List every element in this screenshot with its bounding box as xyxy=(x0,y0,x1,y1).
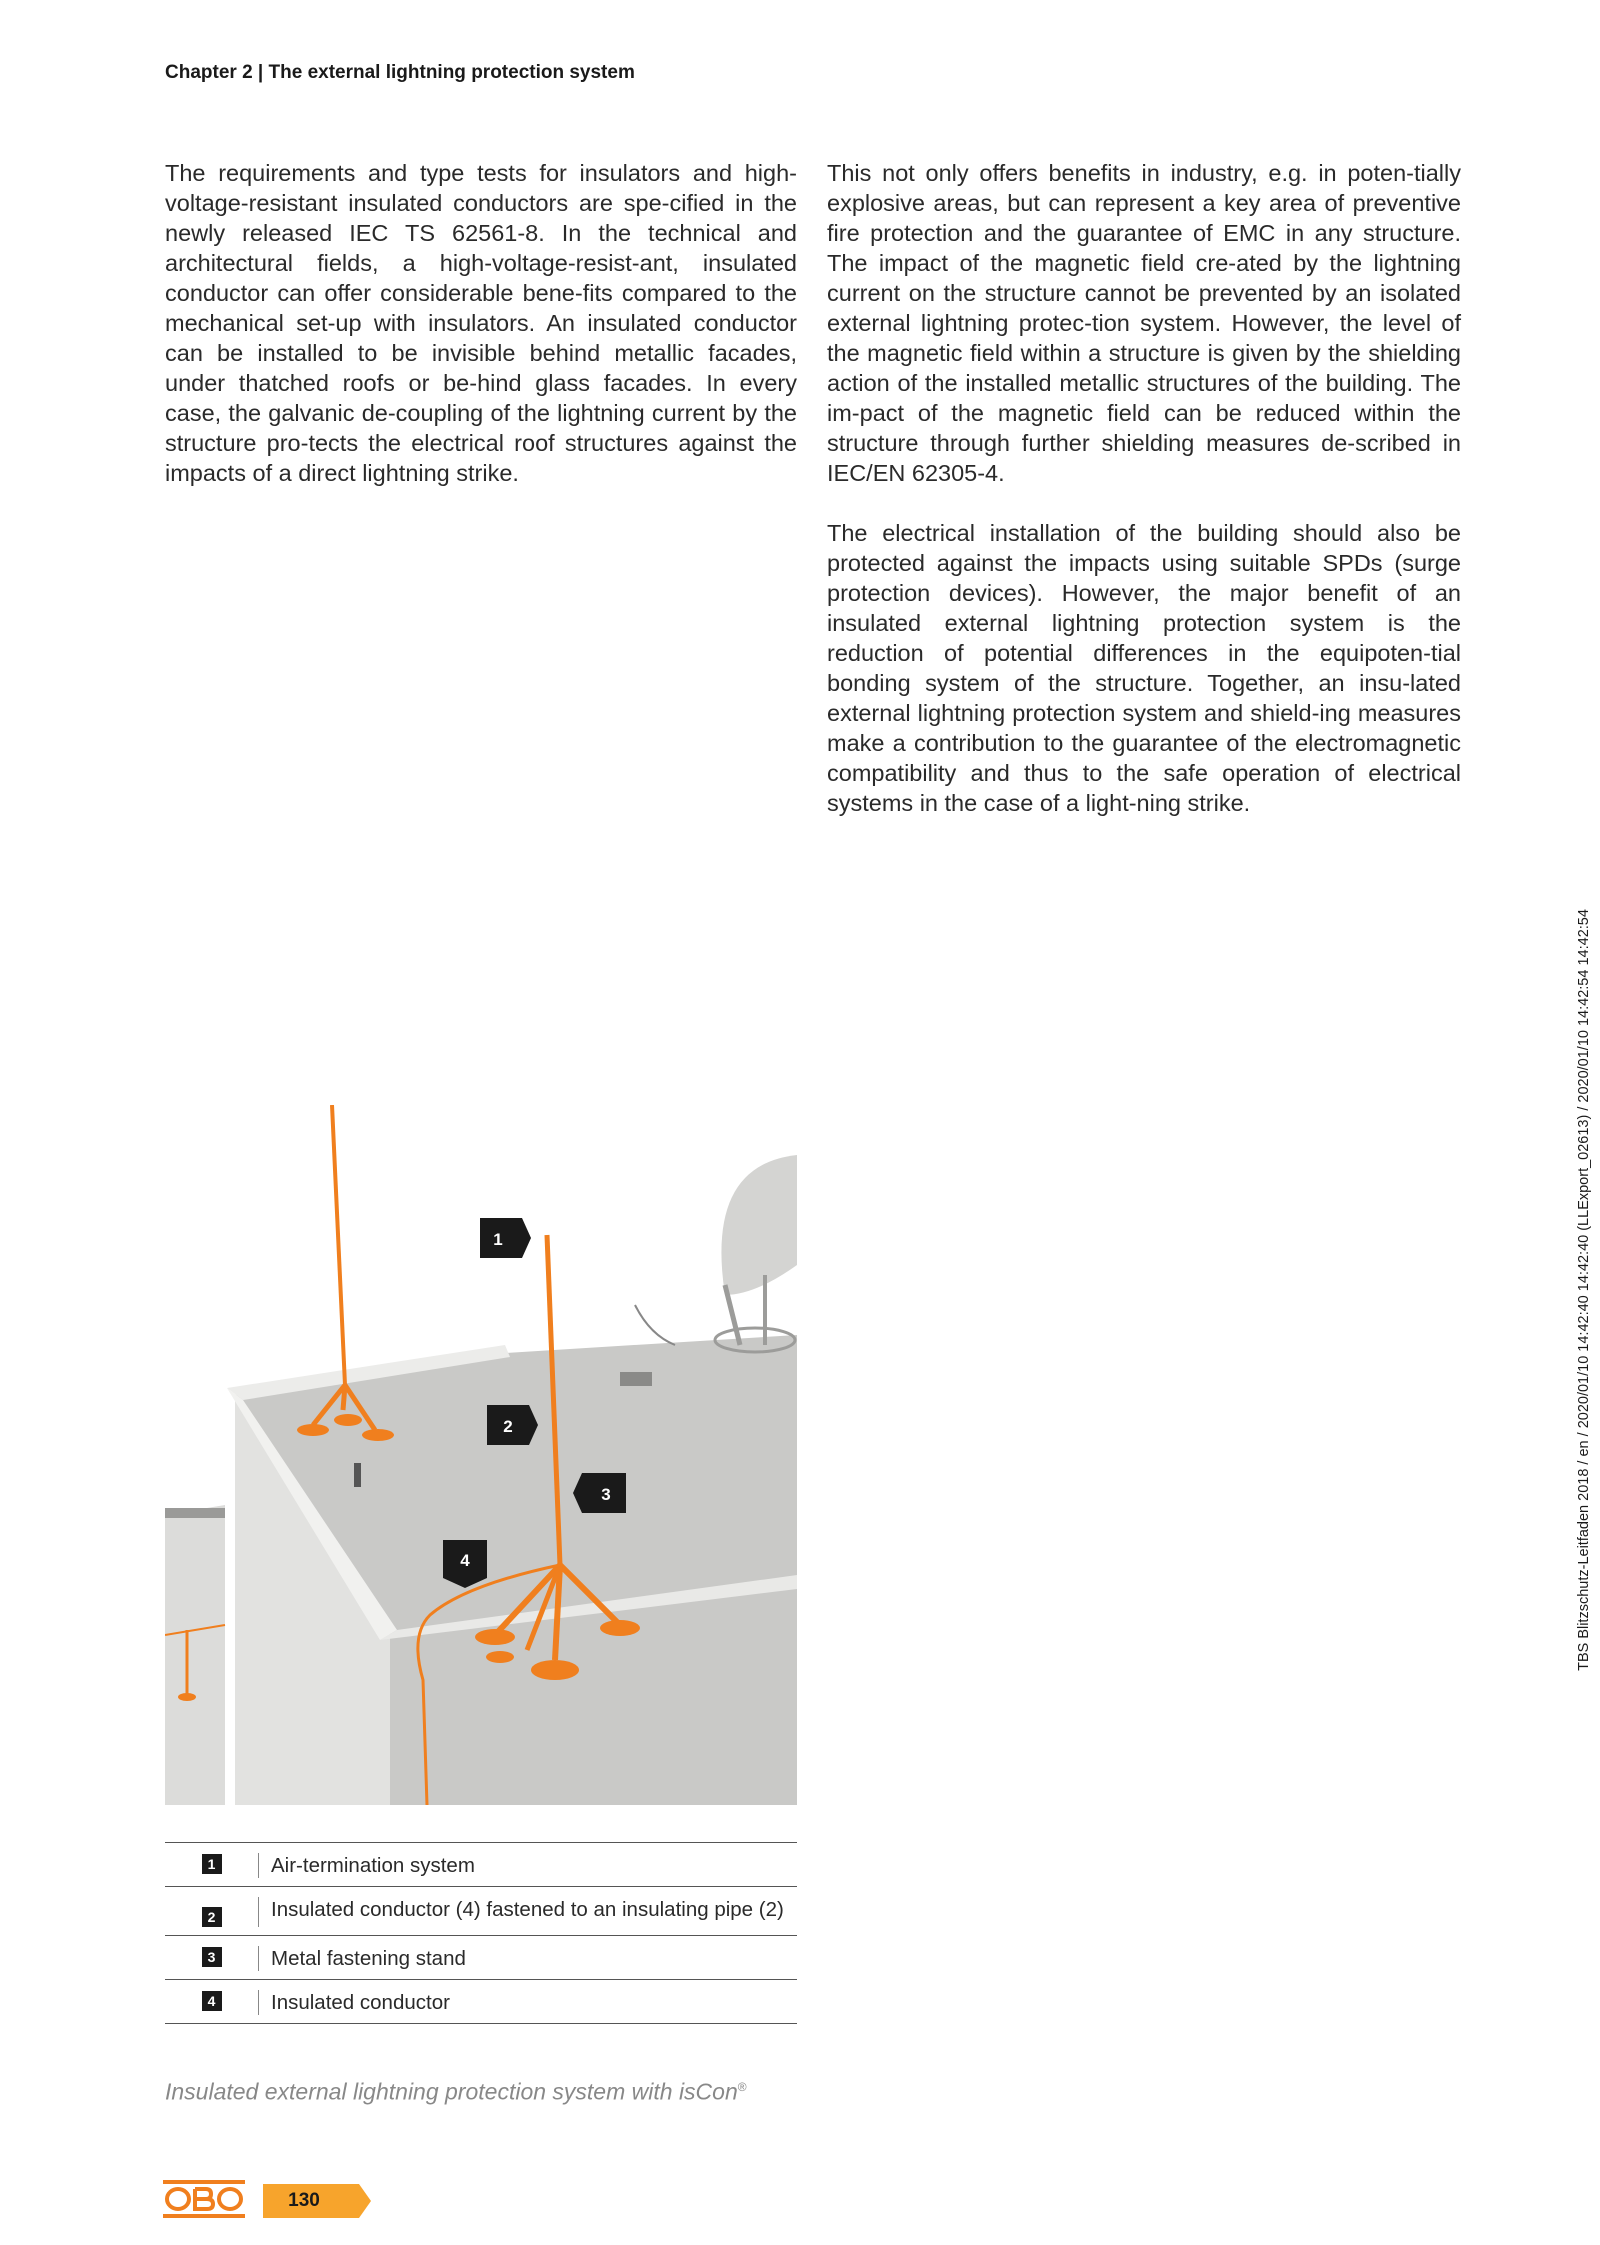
lower-roof-base xyxy=(178,1693,196,1701)
legend-number: 1 xyxy=(202,1854,222,1874)
figure-legend xyxy=(165,1842,797,2024)
air-terminal-rod-left xyxy=(332,1105,345,1385)
left-text-column xyxy=(165,158,797,518)
svg-text:3: 3 xyxy=(601,1485,611,1504)
print-metadata-note: TBS Blitzschutz-Leitfaden 2018 / en / 2020/01/10 14:42:40 14:42:40 (LLExport_02613) / 2020/01/10 14:42:54 14:42:54 xyxy=(1576,909,1592,1671)
legend-row xyxy=(165,1980,797,2024)
body-paragraph: This not only offers benefits in industry, e.g. in poten-tially explosive areas, but can represent a key area of preventive fire protection and the guarantee of EMC in any structure. The impact of the magnetic field cre-ated by the lightning current on the structure cannot be prevented by an isolated external lightning protec-tion system. However, the level of the magnetic field within a structure is given by the shielding action of the installed metallic structures of the building. The im-pact of the magnetic field can be reduced within the structure through further shielding measures de-scribed in IEC/EN 62305-4. xyxy=(827,160,1461,486)
figure-caption xyxy=(165,2072,797,2107)
svg-text:1: 1 xyxy=(493,1230,503,1249)
legend-number: 2 xyxy=(202,1907,222,1927)
stand-foot xyxy=(600,1620,640,1636)
stand-foot xyxy=(486,1651,514,1663)
legend-number: 3 xyxy=(202,1947,222,1967)
roof-illustration xyxy=(165,1105,797,1805)
stand-foot xyxy=(531,1660,579,1680)
chapter-header: Chapter 2 | The external lightning protection system xyxy=(165,62,635,83)
lower-roof-edge xyxy=(165,1508,225,1518)
stand-foot xyxy=(475,1629,515,1645)
legend-text: Air-termination system xyxy=(271,1854,475,1877)
legend-row xyxy=(165,1887,797,1936)
obo-logo xyxy=(163,2180,245,2223)
right-text-column xyxy=(827,158,1461,848)
lightning-protection-illustration xyxy=(165,1105,797,1805)
registered-mark: ® xyxy=(737,2080,747,2094)
svg-text:4: 4 xyxy=(460,1551,470,1570)
legend-row xyxy=(165,1843,797,1887)
legend-text: Insulated conductor xyxy=(271,1991,450,2014)
marker-3 xyxy=(573,1473,626,1513)
caption-text: Insulated external lightning protection system with isCon xyxy=(165,2078,738,2105)
legend-text: Insulated conductor (4) fastened to an insulating pipe (2) xyxy=(271,1898,784,1921)
stand-foot xyxy=(334,1414,362,1426)
roof-post xyxy=(354,1463,361,1487)
stand-foot xyxy=(297,1424,329,1436)
legend-number: 4 xyxy=(202,1991,222,2011)
page-number: 130 xyxy=(288,2190,320,2211)
lower-roof xyxy=(165,1505,225,1805)
marker-2 xyxy=(487,1405,538,1445)
legend-text: Metal fastening stand xyxy=(271,1947,466,1970)
body-paragraph: The electrical installation of the building should also be protected against the impacts using suitable SPDs (surge protection devices). However, the major benefit of an insulated external lightning protection system is the reduction of potential differences in the equipoten-tial bonding system of the structure. Together, an insu-lated external lightning protection system and shield-ing measures make a contribution to the guarantee of the electromagnetic compatibility and thus to the safe operation of electrical systems in the case of a light-ning strike. xyxy=(827,520,1461,816)
roof-fitting xyxy=(620,1372,652,1386)
svg-text:2: 2 xyxy=(503,1417,513,1436)
satellite-dish xyxy=(721,1155,797,1295)
legend-row xyxy=(165,1936,797,1980)
marker-4 xyxy=(443,1540,487,1588)
body-paragraph: The requirements and type tests for insulators and high-voltage-resistant insulated conductors are spe-cified in the newly released IEC TS 62561-8. In the technical and architectural fields, a high-voltage-resist-ant, insulated conductor can offer considerable bene-fits compared to the mechanical set-up with insulators. An insulated conductor can be installed to be invisible behind metallic facades, under thatched roofs or be-hind glass facades. In every case, the galvanic de-coupling of the lightning current by the structure pro-tects the electrical roof structures against the impacts of a direct lightning strike. xyxy=(165,160,797,486)
stand-foot xyxy=(362,1429,394,1441)
marker-1 xyxy=(480,1218,531,1258)
